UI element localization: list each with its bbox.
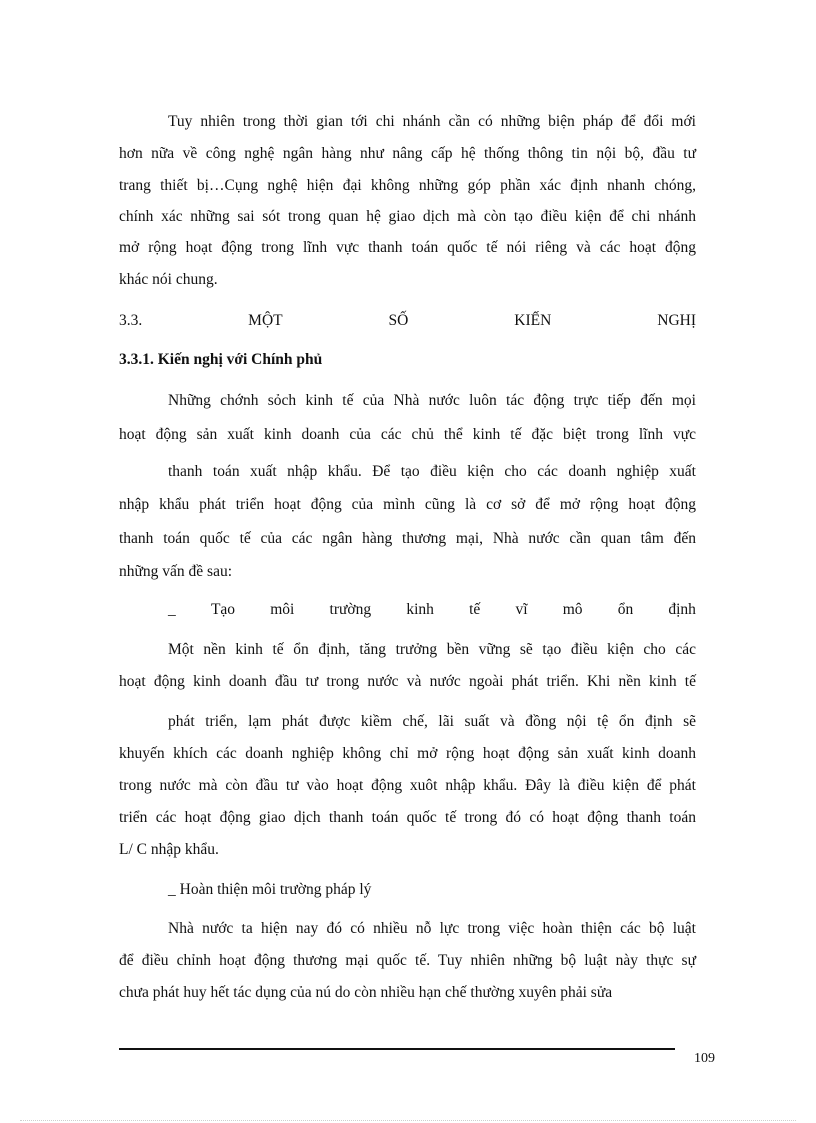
- bullet-word: Tạo: [210, 601, 236, 618]
- page-number: 109: [694, 1051, 715, 1066]
- paragraph-line: thanh toán quốc tế của các ngân hàng thương mại, Nhà nước cần quan tâm đến: [119, 530, 696, 547]
- paragraph-line: Một nền kinh tế ổn định, tăng trưởng bền vững sẽ tạo điều kiện cho các: [168, 641, 696, 658]
- footer-rule: [119, 1048, 675, 1050]
- section-number: 3.3.: [119, 312, 143, 329]
- paragraph-line: trong nước mà còn đầu tư vào hoạt động xuôt nhập khẩu. Đây là điều kiện để phát: [119, 777, 696, 794]
- heading-word: SỐ: [388, 312, 409, 329]
- paragraph-line: mở rộng hoạt động trong lĩnh vực thanh toán quốc tế nói riêng và các hoạt động: [119, 239, 696, 256]
- paragraph-line: những vấn đề sau:: [119, 563, 233, 580]
- page-edge-divider: [20, 1120, 796, 1121]
- paragraph-line: Tuy nhiên trong thời gian tới chi nhánh cần có những biện pháp để đổi mới: [168, 113, 696, 130]
- paragraph-line: phát triển, lạm phát được kiềm chế, lãi suất và đồng nội tệ ổn định sẽ: [168, 713, 696, 730]
- bullet-heading: _ Hoàn thiện môi trường pháp lý: [168, 881, 372, 898]
- subsection-heading: 3.3.1. Kiến nghị với Chính phủ: [119, 351, 323, 368]
- bullet-word: môi: [270, 601, 295, 618]
- paragraph-line: Nhà nước ta hiện nay đó có nhiều nỗ lực trong việc hoàn thiện các bộ luật: [168, 920, 696, 937]
- bullet-heading: [168, 600, 696, 620]
- paragraph-line: hơn nữa về công nghệ ngân hàng như nâng cấp hệ thống thông tin nội bộ, đầu tư: [119, 145, 696, 162]
- paragraph-line: hoạt động kinh doanh đầu tư trong nước và nước ngoài phát triển. Khi nền kinh tế: [119, 673, 696, 690]
- bullet-word: trường: [329, 601, 372, 618]
- heading-word: NGHỊ: [657, 312, 696, 329]
- heading-word: MỘT: [248, 312, 283, 329]
- bullet-marker: _: [168, 601, 176, 618]
- paragraph-line: trang thiết bị…Cụng nghệ hiện đại không những góp phần xác định nhanh chóng,: [119, 177, 696, 194]
- bullet-word: định: [668, 601, 696, 618]
- bullet-word: kinh: [406, 601, 434, 618]
- bullet-word: mô: [562, 601, 583, 618]
- bullet-word: tế: [469, 601, 481, 618]
- paragraph-line: chính xác những sai sót trong quan hệ giao dịch mà còn tạo điều kiện để chi nhánh: [119, 208, 696, 225]
- paragraph-line: khác nói chung.: [119, 271, 218, 288]
- bullet-word: vĩ: [515, 601, 528, 618]
- heading-word: KIẾN: [514, 312, 552, 329]
- paragraph-line: hoạt động sản xuất kinh doanh của các chủ thể kinh tế đặc biệt trong lĩnh vực: [119, 426, 696, 443]
- paragraph-line: triển các hoạt động giao dịch thanh toán quốc tế trong đó có hoạt động thanh toán: [119, 809, 696, 826]
- paragraph-line: chưa phát huy hết tác dụng của nú do còn nhiều hạn chế thường xuyên phải sửa: [119, 984, 613, 1001]
- paragraph-line: để điều chỉnh hoạt động thương mại quốc tế. Tuy nhiên những bộ luật này thực sự: [119, 952, 696, 969]
- section-heading: [119, 311, 696, 331]
- paragraph-line: nhập khẩu phát triển hoạt động của mình cũng là cơ sở để mở rộng hoạt động: [119, 496, 696, 513]
- bullet-word: ổn: [617, 601, 634, 618]
- paragraph-line: khuyến khích các doanh nghiệp không chỉ mở rộng hoạt động sản xuất kinh doanh: [119, 745, 696, 762]
- paragraph-line: thanh toán xuất nhập khẩu. Để tạo điều kiện cho các doanh nghiệp xuất: [168, 463, 696, 480]
- paragraph-line: Những chớnh sỏch kinh tế của Nhà nước luôn tác động trực tiếp đến mọi: [168, 392, 696, 409]
- paragraph-line: L/ C nhập khẩu.: [119, 841, 219, 858]
